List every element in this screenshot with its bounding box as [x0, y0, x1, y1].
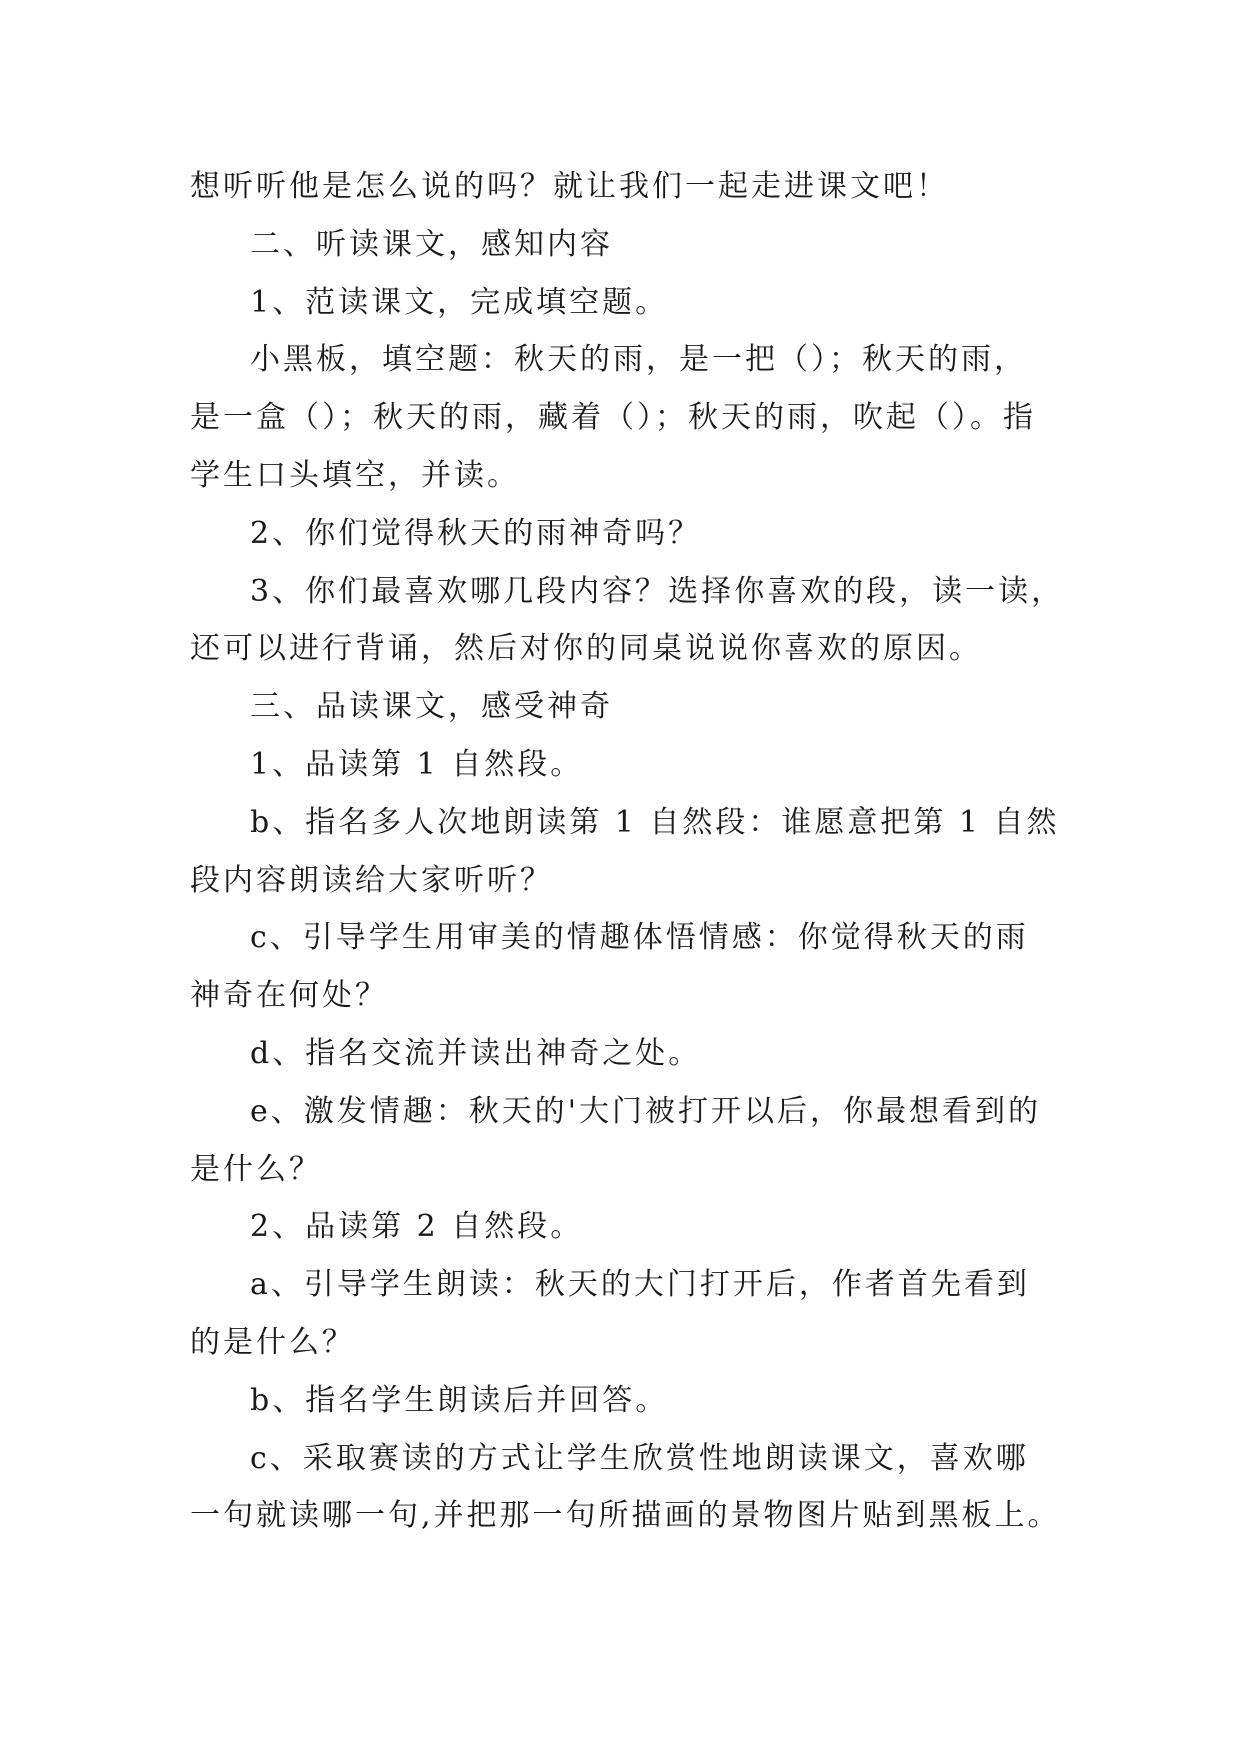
- text-line: 3、你们最喜欢哪几段内容？选择你喜欢的段，读一读，: [250, 573, 1065, 609]
- section-heading: 二、听读课文，感知内容: [250, 226, 613, 262]
- text-line: 1、范读课文，完成填空题。: [250, 284, 669, 320]
- section-heading: 三、品读课文，感受神奇: [250, 689, 613, 725]
- text-line: 一句就读哪一句,并把那一句所描画的景物图片贴到黑板上。: [190, 1498, 1061, 1534]
- text-line: 段内容朗读给大家听听？: [190, 862, 553, 898]
- text-line: 是一盒（）；秋天的雨，藏着（）；秋天的雨，吹起（）。指: [190, 400, 1036, 436]
- text-line: 是什么？: [190, 1151, 322, 1187]
- text-line: 还可以进行背诵，然后对你的同桌说说你喜欢的原因。: [190, 631, 982, 667]
- text-line: 小黑板，填空题：秋天的雨，是一把（）；秋天的雨，: [250, 342, 1027, 378]
- text-line: 学生口头填空，并读。: [190, 457, 520, 493]
- text-line: 想听听他是怎么说的吗？就让我们一起走进课文吧！: [190, 169, 949, 204]
- text-line: 神奇在何处？: [190, 978, 388, 1014]
- text-line: b、指名学生朗读后并回答。: [250, 1382, 669, 1418]
- text-line: c、采取赛读的方式让学生欣赏性地朗读课文，喜欢哪: [250, 1440, 1029, 1476]
- text-line: 1、品读第 1 自然段。: [250, 746, 584, 782]
- document-body: [190, 158, 1070, 1545]
- text-line: 的是什么？: [190, 1324, 355, 1360]
- text-line: 2、品读第 2 自然段。: [250, 1209, 584, 1245]
- text-line: e、激发情趣：秋天的'大门被打开以后，你最想看到的: [250, 1093, 1042, 1129]
- text-line: b、指名多人次地朗读第 1 自然段：谁愿意把第 1 自然: [250, 804, 1060, 840]
- text-line: d、指名交流并读出神奇之处。: [250, 1035, 702, 1071]
- text-line: c、引导学生用审美的情趣体悟情感：你觉得秋天的雨: [250, 920, 1029, 956]
- text-line: a、引导学生朗读：秋天的大门打开后，作者首先看到: [250, 1267, 1030, 1303]
- text-line: 2、你们觉得秋天的雨神奇吗？: [250, 515, 702, 551]
